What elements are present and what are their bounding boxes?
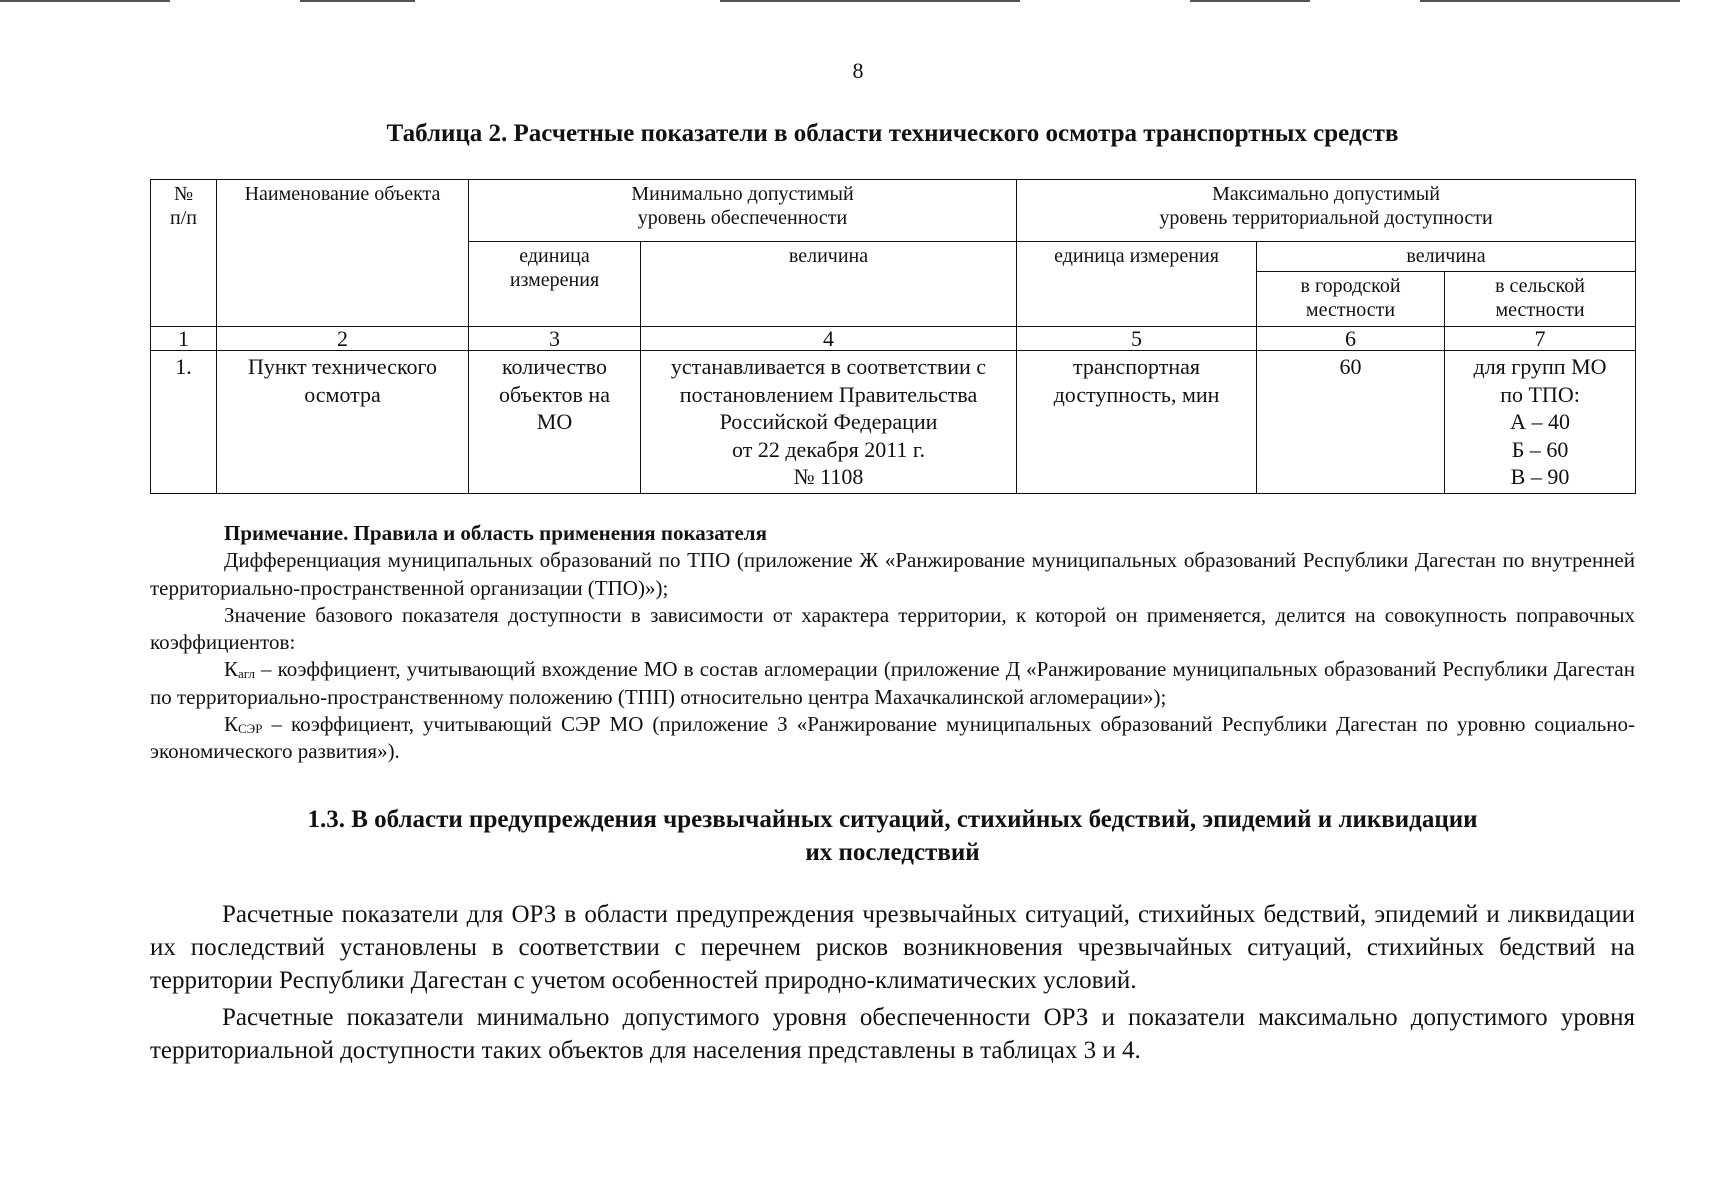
column-number: 5: [1017, 327, 1257, 351]
note-paragraph: Значение базового показателя доступности в зависимости от характера территории, к которой он применяется, делится на совокупность поправочных коэффициентов:: [150, 602, 1635, 655]
table-row: [151, 351, 1636, 494]
table-note: [150, 520, 1635, 766]
header-unit-min: единица измерения: [469, 242, 641, 327]
note-paragraph: Дифференциация муниципальных образований по ТПО (приложение Ж «Ранжирование муниципальных образований Республики Дагестан по внутренней территориально-пространственной организации (ТПО)»);: [150, 548, 1635, 600]
coefficient-description: – коэффициент, учитывающий СЭР МО (приложение З «Ранжирование муниципальных образований Республики Дагестан по уровню социально-экономического развития»).: [150, 712, 1635, 764]
scan-edge-line: [300, 0, 415, 2]
header-object-name: Наименование объекта: [217, 180, 469, 327]
coefficient-symbol: К: [224, 712, 239, 737]
body-paragraph: Расчетные показатели для ОРЗ в области предупреждения чрезвычайных ситуаций, стихийных бедствий, эпидемий и ликвидации их последствий установлены в соответствии с перечнем рисков возникновения чрезвычайных ситуаций, стихийных бедствий на территории Республики Дагестан с учетом особенностей природно-климатических условий.: [150, 901, 1635, 994]
column-number: 4: [641, 327, 1017, 351]
header-min-level: Минимально допустимый уровень обеспеченности: [469, 180, 1017, 242]
rural-value-cell: для групп МО по ТПО: А – 40 Б – 60 В – 90: [1445, 351, 1636, 494]
column-number: 2: [217, 327, 469, 351]
note-heading: Примечание. Правила и область применения показателя: [224, 521, 767, 545]
header-unit-max: единица измерения: [1017, 242, 1257, 327]
coefficient-subscript: агл: [238, 666, 255, 682]
scan-edge-line: [1420, 0, 1680, 2]
header-value-min: величина: [641, 242, 1017, 327]
object-name-cell: Пункт технического осмотра: [217, 351, 469, 494]
column-number: 7: [1445, 327, 1636, 351]
header-max-level: Максимально допустимый уровень территориальной доступности: [1017, 180, 1636, 242]
note-coefficient-ser: [150, 711, 1635, 766]
scan-edge-line: [1190, 0, 1310, 2]
coefficient-symbol: К: [224, 657, 239, 682]
page-number: 8: [852, 58, 864, 83]
section-heading-line: 1.3. В области предупреждения чрезвычайных ситуаций, стихийных бедствий, эпидемий и ликвидации: [307, 806, 1478, 833]
note-coefficient-agl: [150, 656, 1635, 711]
table-title: Таблица 2. Расчетные показатели в области технического осмотра транспортных средств: [386, 120, 1399, 147]
column-number: 3: [469, 327, 641, 351]
scan-edge-line: [720, 0, 1020, 2]
header-rural: в сельской местности: [1445, 272, 1636, 327]
coefficient-subscript: СЭР: [238, 721, 263, 737]
coefficient-description: – коэффициент, учитывающий вхождение МО в состав агломерации (приложение Д «Ранжирование муниципальных образований Республики Дагестан по территориально-пространственному положению (ТПП) относительно центра Махачкалинской агломерации»);: [150, 657, 1635, 709]
unit-min-cell: количество объектов на МО: [469, 351, 641, 494]
header-urban: в городской местности: [1257, 272, 1445, 327]
value-min-cell: устанавливается в соответствии с постановлением Правительства Российской Федерации от 22 декабря 2011 г. № 1108: [641, 351, 1017, 494]
unit-max-cell: транспортная доступность, мин: [1017, 351, 1257, 494]
section-body: [150, 898, 1635, 1071]
row-num-cell: 1.: [151, 351, 217, 494]
body-paragraph: Расчетные показатели минимально допустимого уровня обеспеченности ОРЗ и показатели максимально допустимого уровня территориальной доступности таких объектов для населения представлены в таблицах 3 и 4.: [150, 1004, 1635, 1064]
column-number: 6: [1257, 327, 1445, 351]
section-heading: [150, 804, 1635, 869]
column-number: 1: [151, 327, 217, 351]
urban-value-cell: 60: [1257, 351, 1445, 494]
header-num: № п/п: [151, 180, 217, 327]
section-heading-line: их последствий: [805, 838, 980, 866]
header-value-max: величина: [1257, 242, 1636, 272]
scan-edge-line: [0, 0, 170, 2]
indicators-table: [150, 179, 1636, 494]
